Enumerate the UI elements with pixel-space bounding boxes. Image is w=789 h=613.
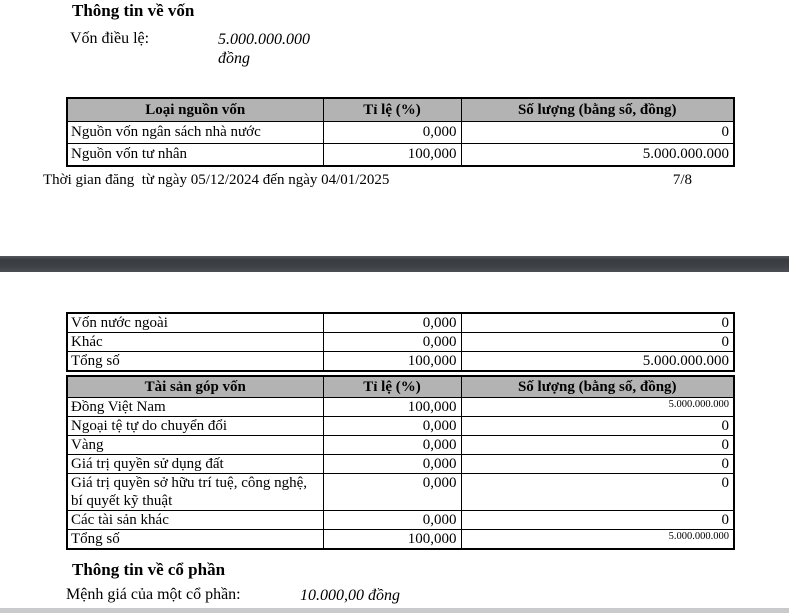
cell-label: Nguồn vốn ngân sách nhà nước xyxy=(67,122,323,144)
capital-sources-table xyxy=(66,97,735,167)
cell-amount: 5.000.000.000 xyxy=(461,530,734,550)
cell-label: Tổng số xyxy=(67,530,323,550)
column-header-ratio: Tỉ lệ (%) xyxy=(323,98,461,122)
cell-ratio: 0,000 xyxy=(323,474,461,511)
cell-amount: 5.000.000.000 xyxy=(461,398,734,417)
cell-amount: 0 xyxy=(461,436,734,455)
cell-amount: 5.000.000.000 xyxy=(461,144,734,167)
registration-period: Thời gian đăng từ ngày 05/12/2024 đến ngày 04/01/2025 xyxy=(43,172,390,188)
table-header-row xyxy=(67,376,734,398)
table-header-row xyxy=(67,98,734,122)
column-header-asset-type: Tài sản góp vốn xyxy=(67,376,323,398)
table-row xyxy=(67,474,734,511)
table-row xyxy=(67,144,734,167)
capital-sources-table-continued xyxy=(66,312,735,372)
cell-ratio: 100,000 xyxy=(323,530,461,550)
charter-capital-value: 5.000.000.000 đồng xyxy=(218,31,310,67)
cell-amount: 0 xyxy=(461,474,734,511)
column-header-amount: Số lượng (bằng số, đồng) xyxy=(461,98,734,122)
cell-ratio: 0,000 xyxy=(323,313,461,333)
column-header-ratio: Tỉ lệ (%) xyxy=(323,376,461,398)
bottom-separator xyxy=(0,608,789,613)
cell-label: Đồng Việt Nam xyxy=(67,398,323,417)
cell-label: Vốn nước ngoài xyxy=(67,313,323,333)
par-value-label: Mệnh giá của một cổ phần: xyxy=(66,586,241,603)
page-separator xyxy=(0,256,789,272)
par-value: 10.000,00 đồng xyxy=(300,587,400,604)
cell-label: Các tài sản khác xyxy=(67,511,323,530)
cell-ratio: 0,000 xyxy=(323,436,461,455)
charter-capital-label: Vốn điều lệ: xyxy=(70,30,150,47)
table-row xyxy=(67,313,734,333)
table-row xyxy=(67,333,734,352)
cell-amount: 5.000.000.000 xyxy=(461,352,734,372)
cell-ratio: 0,000 xyxy=(323,122,461,144)
table-row xyxy=(67,398,734,417)
cell-amount: 0 xyxy=(461,417,734,436)
cell-ratio: 0,000 xyxy=(323,511,461,530)
cell-amount: 0 xyxy=(461,333,734,352)
table-row xyxy=(67,417,734,436)
cell-ratio: 100,000 xyxy=(323,398,461,417)
section-title-shares: Thông tin về cổ phần xyxy=(72,560,226,579)
table-row xyxy=(67,511,734,530)
page-footer xyxy=(43,172,692,189)
cell-ratio: 0,000 xyxy=(323,455,461,474)
section-title-capital: Thông tin về vốn xyxy=(72,1,195,20)
cell-label: Giá trị quyền sở hữu trí tuệ, công nghệ, bí quyết kỹ thuật xyxy=(67,474,323,511)
column-header-source-type: Loại nguồn vốn xyxy=(67,98,323,122)
cell-ratio: 100,000 xyxy=(323,144,461,167)
cell-label: Khác xyxy=(67,333,323,352)
cell-amount: 0 xyxy=(461,511,734,530)
cell-ratio: 0,000 xyxy=(323,333,461,352)
cell-ratio: 100,000 xyxy=(323,352,461,372)
cell-label: Giá trị quyền sử dụng đất xyxy=(67,455,323,474)
cell-label: Vàng xyxy=(67,436,323,455)
table-row xyxy=(67,455,734,474)
table-row xyxy=(67,122,734,144)
table-row-total xyxy=(67,352,734,372)
contributed-assets-table xyxy=(66,375,735,550)
table-row-total xyxy=(67,530,734,550)
cell-amount: 0 xyxy=(461,313,734,333)
cell-label: Ngoại tệ tự do chuyển đổi xyxy=(67,417,323,436)
page-number: 7/8 xyxy=(672,172,692,188)
cell-amount: 0 xyxy=(461,455,734,474)
cell-amount: 0 xyxy=(461,122,734,144)
cell-label: Nguồn vốn tư nhân xyxy=(67,144,323,167)
column-header-amount: Số lượng (bằng số, đồng) xyxy=(461,376,734,398)
cell-ratio: 0,000 xyxy=(323,417,461,436)
table-row xyxy=(67,436,734,455)
cell-label: Tổng số xyxy=(67,352,323,372)
